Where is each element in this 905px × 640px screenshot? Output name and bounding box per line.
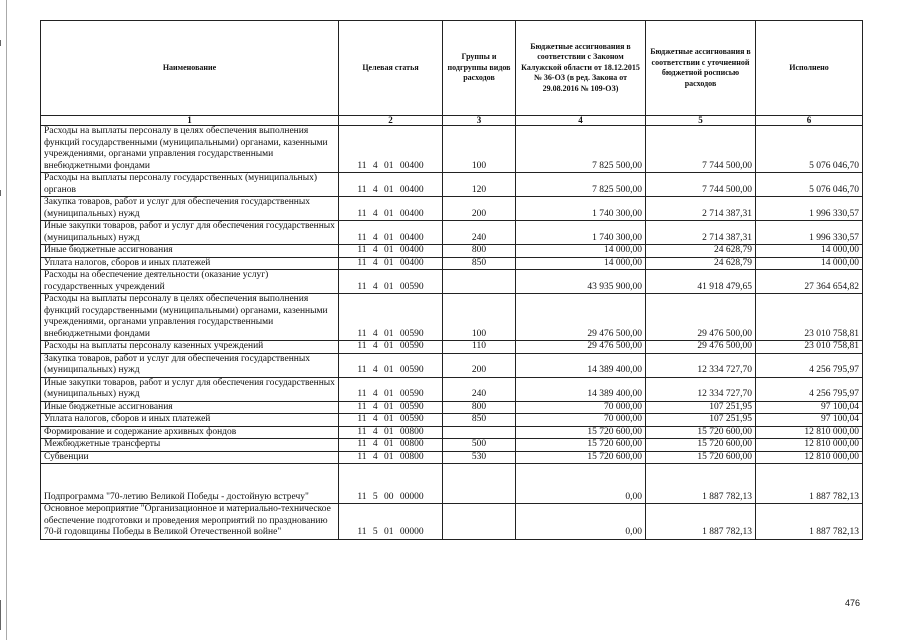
row-plan-amount: 1 887 782,13: [646, 504, 756, 540]
row-target-article: 11 4 01 00400: [339, 245, 443, 258]
row-executed-amount: 12 810 000,00: [756, 451, 863, 464]
header-target-article: Целевая статья: [339, 21, 443, 116]
row-law-amount: 29 476 500,00: [516, 294, 646, 341]
table-row: [41, 197, 863, 221]
row-law-amount: 7 825 500,00: [516, 173, 646, 197]
column-number: 6: [756, 116, 863, 126]
row-plan-amount: 7 744 500,00: [646, 173, 756, 197]
table-row: [41, 257, 863, 270]
row-target-article: 11 4 01 00590: [339, 414, 443, 427]
row-law-amount: 1 740 300,00: [516, 197, 646, 221]
row-expense-group: [443, 504, 516, 540]
column-number: 4: [516, 116, 646, 126]
table-row: [41, 414, 863, 427]
page-number: 476: [845, 598, 861, 608]
row-plan-amount: 15 720 600,00: [646, 439, 756, 452]
table-row: [41, 439, 863, 452]
row-expense-group: 800: [443, 401, 516, 414]
row-name: Субвенции: [41, 451, 339, 464]
row-plan-amount: 29 476 500,00: [646, 341, 756, 354]
row-executed-amount: 4 256 795,97: [756, 353, 863, 377]
row-executed-amount: 4 256 795,97: [756, 377, 863, 401]
row-target-article: 11 4 01 00590: [339, 377, 443, 401]
row-name: Уплата налогов, сборов и иных платежей: [41, 414, 339, 427]
row-plan-amount: 107 251,95: [646, 401, 756, 414]
row-executed-amount: 12 810 000,00: [756, 426, 863, 439]
row-plan-amount: 15 720 600,00: [646, 426, 756, 439]
row-name: Закупка товаров, работ и услуг для обеспечения государственных (муниципальных) нужд: [41, 353, 339, 377]
row-law-amount: 0,00: [516, 504, 646, 540]
row-plan-amount: 1 887 782,13: [646, 464, 756, 504]
header-executed: Исполнено: [756, 21, 863, 116]
row-law-amount: 15 720 600,00: [516, 451, 646, 464]
row-plan-amount: 7 744 500,00: [646, 126, 756, 173]
header-expense-groups: Группы и подгруппы видов расходов: [443, 21, 516, 116]
row-name: Межбюджетные трансферты: [41, 439, 339, 452]
row-plan-amount: 15 720 600,00: [646, 451, 756, 464]
scan-mark: [0, 190, 1, 196]
row-law-amount: 1 740 300,00: [516, 221, 646, 245]
row-plan-amount: 24 628,79: [646, 257, 756, 270]
table-row: [41, 294, 863, 341]
header-budget-allocations: Бюджетные ассигнования в соответствии с уточненной бюджетной росписью расходов: [646, 21, 756, 116]
row-executed-amount: 14 000,00: [756, 257, 863, 270]
row-target-article: 11 4 01 00400: [339, 173, 443, 197]
row-name: Иные бюджетные ассигнования: [41, 401, 339, 414]
row-executed-amount: 97 100,04: [756, 401, 863, 414]
row-target-article: 11 4 01 00400: [339, 221, 443, 245]
row-law-amount: 7 825 500,00: [516, 126, 646, 173]
column-number: 5: [646, 116, 756, 126]
row-name: Подпрограмма "70-летию Великой Победы - достойную встречу": [41, 464, 339, 504]
row-plan-amount: 2 714 387,31: [646, 221, 756, 245]
row-plan-amount: 107 251,95: [646, 414, 756, 427]
row-executed-amount: 27 364 654,82: [756, 270, 863, 294]
row-name: Иные закупки товаров, работ и услуг для обеспечения государственных (муниципальных) нужд: [41, 377, 339, 401]
row-executed-amount: 23 010 758,81: [756, 341, 863, 354]
row-law-amount: 0,00: [516, 464, 646, 504]
row-plan-amount: 12 334 727,70: [646, 353, 756, 377]
row-name: Основное мероприятие "Организационное и материально-техническое обеспечение подготовки и проведения мероприятий по празднованию 70-й годовщины Победы в Великой Отечественной войне": [41, 504, 339, 540]
row-plan-amount: 12 334 727,70: [646, 377, 756, 401]
row-plan-amount: 24 628,79: [646, 245, 756, 258]
row-expense-group: 200: [443, 353, 516, 377]
row-expense-group: 100: [443, 126, 516, 173]
table-row: [41, 401, 863, 414]
row-target-article: 11 4 01 00400: [339, 126, 443, 173]
table-row: [41, 377, 863, 401]
header-row: [41, 21, 863, 116]
row-expense-group: 200: [443, 197, 516, 221]
row-law-amount: 14 000,00: [516, 257, 646, 270]
row-target-article: 11 4 01 00400: [339, 197, 443, 221]
row-expense-group: 120: [443, 173, 516, 197]
row-name: Расходы на выплаты персоналу казенных учреждений: [41, 341, 339, 354]
row-executed-amount: 14 000,00: [756, 245, 863, 258]
column-number: 3: [443, 116, 516, 126]
row-expense-group: 500: [443, 439, 516, 452]
row-target-article: 11 5 00 00000: [339, 464, 443, 504]
header-name: Наименование: [41, 21, 339, 116]
row-target-article: 11 4 01 00400: [339, 257, 443, 270]
row-expense-group: 530: [443, 451, 516, 464]
row-target-article: 11 5 01 00000: [339, 504, 443, 540]
row-target-article: 11 4 01 00590: [339, 401, 443, 414]
row-target-article: 11 4 01 00800: [339, 451, 443, 464]
table-row: [41, 245, 863, 258]
table-row: [41, 504, 863, 540]
row-name: Расходы на выплаты персоналу в целях обеспечения выполнения функций государственными (муниципальными) органами, казенными учреждениями, органами управления государственными внебюджетными фондами: [41, 294, 339, 341]
row-executed-amount: 23 010 758,81: [756, 294, 863, 341]
row-law-amount: 15 720 600,00: [516, 439, 646, 452]
row-name: Расходы на выплаты персоналу государственных (муниципальных) органов: [41, 173, 339, 197]
row-executed-amount: 1 996 330,57: [756, 221, 863, 245]
table-row: [41, 221, 863, 245]
row-name: Закупка товаров, работ и услуг для обеспечения государственных (муниципальных) нужд: [41, 197, 339, 221]
row-name: Уплата налогов, сборов и иных платежей: [41, 257, 339, 270]
row-name: Иные бюджетные ассигнования: [41, 245, 339, 258]
row-name: Расходы на обеспечение деятельности (оказание услуг) государственных учреждений: [41, 270, 339, 294]
scan-mark: [0, 600, 1, 630]
table-row: [41, 426, 863, 439]
table-row: [41, 451, 863, 464]
row-law-amount: 70 000,00: [516, 401, 646, 414]
row-expense-group: 850: [443, 257, 516, 270]
row-executed-amount: 1 887 782,13: [756, 464, 863, 504]
row-expense-group: [443, 464, 516, 504]
row-target-article: 11 4 01 00800: [339, 426, 443, 439]
row-law-amount: 14 000,00: [516, 245, 646, 258]
row-law-amount: 43 935 900,00: [516, 270, 646, 294]
header-law-allocations: Бюджетные ассигнования в соответствии с Законом Калужской области от 18.12.2015 № 36-ОЗ (в ред. Закона от 29.08.2016 № 109-ОЗ): [516, 21, 646, 116]
scan-mark: [0, 40, 1, 46]
row-executed-amount: 1 887 782,13: [756, 504, 863, 540]
column-number: 2: [339, 116, 443, 126]
table-row: [41, 341, 863, 354]
row-expense-group: 110: [443, 341, 516, 354]
row-law-amount: 14 389 400,00: [516, 353, 646, 377]
row-name: Формирование и содержание архивных фондов: [41, 426, 339, 439]
row-expense-group: [443, 270, 516, 294]
column-number: 1: [41, 116, 339, 126]
row-executed-amount: 12 810 000,00: [756, 439, 863, 452]
row-law-amount: 15 720 600,00: [516, 426, 646, 439]
table-row: [41, 353, 863, 377]
row-executed-amount: 1 996 330,57: [756, 197, 863, 221]
row-expense-group: 850: [443, 414, 516, 427]
row-law-amount: 70 000,00: [516, 414, 646, 427]
row-plan-amount: 41 918 479,65: [646, 270, 756, 294]
table-row: [41, 126, 863, 173]
row-expense-group: 240: [443, 377, 516, 401]
table-row: [41, 173, 863, 197]
row-expense-group: 240: [443, 221, 516, 245]
row-name: Иные закупки товаров, работ и услуг для обеспечения государственных (муниципальных) нужд: [41, 221, 339, 245]
row-law-amount: 14 389 400,00: [516, 377, 646, 401]
row-executed-amount: 5 076 046,70: [756, 173, 863, 197]
budget-table: [40, 20, 863, 540]
column-number-row: [41, 116, 863, 126]
row-plan-amount: 2 714 387,31: [646, 197, 756, 221]
scan-edge-line: [6, 0, 7, 640]
row-expense-group: [443, 426, 516, 439]
row-executed-amount: 97 100,04: [756, 414, 863, 427]
row-name: Расходы на выплаты персоналу в целях обеспечения выполнения функций государственными (муниципальными) органами, казенными учреждениями, органами управления государственными внебюджетными фондами: [41, 126, 339, 173]
row-expense-group: 100: [443, 294, 516, 341]
row-law-amount: 29 476 500,00: [516, 341, 646, 354]
row-expense-group: 800: [443, 245, 516, 258]
row-target-article: 11 4 01 00590: [339, 341, 443, 354]
row-target-article: 11 4 01 00800: [339, 439, 443, 452]
row-target-article: 11 4 01 00590: [339, 294, 443, 341]
row-executed-amount: 5 076 046,70: [756, 126, 863, 173]
row-target-article: 11 4 01 00590: [339, 270, 443, 294]
row-plan-amount: 29 476 500,00: [646, 294, 756, 341]
row-target-article: 11 4 01 00590: [339, 353, 443, 377]
table-row: [41, 270, 863, 294]
table-row: [41, 464, 863, 504]
